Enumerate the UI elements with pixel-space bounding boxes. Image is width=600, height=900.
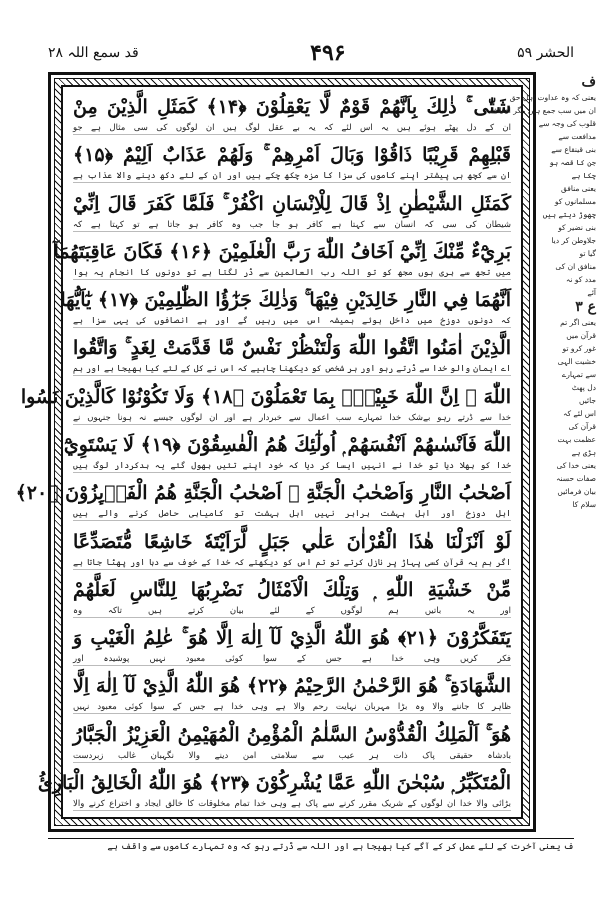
margin-note-line: مدد کو نہ [566,275,596,284]
verse-line-8 [63,431,511,473]
arabic-text: الْمُتَكَبِّرُ ۭ سُبْحٰنَ اللّٰهِ عَمَّا يُشْرِكُوْنَ ﴿۲۳﴾ هُوَ اللّٰهُ الْخَالِقُ الْبَارِئُ [37,771,511,794]
urdu-translation: میں تجھ سے بری ہوں مجھ کو تو اللہ رب العالمین سے ڈر لگتا ہے تو دونوں کا انجام یہ ہوا [73,267,511,278]
urdu-translation: خدا کو بھلا دیا تو خدا نے انہیں ایسا کر دیا کہ خود اپنے تئیں بھول گئے یہ بدکردار لوگ ہیں [73,460,511,471]
margin-note-line: خشیت الہی [557,357,596,366]
margin-note-line: ان میں سب جمع ہیں مگر اختلاف [489,106,596,115]
arabic-text: قَبْلِهِمْ قَرِيْبًا ذَاقُوْا وَبَالَ اَمْرِهِمْ ۚ وَلَهُمْ عَذَابٌ اَلِيْمٌ ﴿۱۵﴾ [73,144,511,167]
arabic-text: اَصْحٰبُ النَّارِ وَاَصْحٰبُ الْجَنَّةِ ۭ اَصْحٰبُ الْجَنَّةِ هُمُ الْفَاۗىِٕزُوْنَ ﴿۲۰﴾ [15,482,511,505]
urdu-translation: کہ دونوں دوزخ میں داخل ہوئے ہمیشہ اس میں رہیں گے اور بے انصافوں کی یہی سزا ہے [73,316,511,327]
margin-note-line: جائیں [579,396,596,405]
margin-note-line: سے تمہارے [561,370,596,379]
margin-note-line: چکا ہے [571,171,596,180]
verse-line-3 [73,190,511,232]
margin-notes [489,74,596,834]
ruku-mark: ع ۳ [575,299,596,315]
urdu-translation: فکر کریں وہی خدا ہے جس کے سوا کوئی معبود نہیں پوشیدہ اور [73,654,511,665]
verse-line-7 [20,383,511,425]
arabic-text: الشَّهَادَةِ ۚ هُوَ الرَّحْمٰنُ الرَّحِيْمُ ﴿۲۲﴾ هُوَ اللّٰهُ الَّذِيْ لَآ اِلٰهَ اِلَّا [73,675,511,698]
margin-note-line: چھوڑ دیتے ہیں [542,210,596,219]
arabic-text: اللّٰهَ فَاَنْسٰىهُمْ اَنْفُسَهُمْ ۭ اُولٰٓئِكَ هُمُ الْفٰسِقُوْنَ ﴿۱۹﴾ لَا يَسْتَوِيْٓ [63,433,511,456]
urdu-translation: اے ایمان والو خدا سے ڈرتے رہو اور ہر شخص کو دیکھنا چاہیے کہ اس نے کل کے لئے کیا بھیجا ہے اور ہم [73,364,511,375]
footnote: ف یعنی آخرت کے لئے عمل کر کے آگے کیا بھیجا ہے اور اللہ سے ڈرتے رہو کہ وہ تمہارے کاموں سے واقف ہے [48,838,574,862]
margin-note-line: صفات حسنہ [556,474,596,483]
verse-line-11 [73,576,511,618]
margin-note-line: گیا تو [579,249,596,258]
margin-note-line: سلام کا [572,500,596,509]
margin-note-line: یعنی منافق [560,184,596,193]
verse-line-15 [37,769,511,811]
margin-note-line: بیان فرمائیں [557,487,596,496]
urdu-translation: اہل دوزخ اور اہل بہشت برابر نہیں اہل بہشت تو کامیابی حاصل کرنے والے ہیں [73,509,511,520]
margin-note-line: قرآن میں [566,331,596,340]
margin-note-line: مدافعت سے [558,132,596,141]
note-mark: ف [581,74,596,90]
arabic-text: بَرِيْٓءٌ مِّنْكَ اِنِّيْٓ اَخَافُ اللّٰهَ رَبَّ الْعٰلَمِيْنَ ﴿۱۶﴾ فَكَانَ عَاقِبَتَهُمَآ [53,240,511,263]
urdu-translation: ظاہر کا جاننے والا وہ بڑا مہربان نہایت رحم والا ہے وہی خدا ہے جس کے سوا کوئی معبود نہیں [73,702,511,713]
margin-note-line: غور کرو تو [562,344,596,353]
arabic-text: لَوْ اَنْزَلْنَا هٰذَا الْقُرْاٰنَ عَلٰي جَبَلٍ لَّرَاَيْتَهٗ خَاشِعًا مُّتَصَدِّعًا [73,530,511,553]
margin-note-line: اس لئے کہ [563,409,596,418]
margin-note-line: قرآن کی [568,422,596,431]
margin-note-line: یعنی کہ وہ عداوت اہل حق [509,93,596,102]
verse-line-6 [73,334,511,376]
verse-line-13 [73,672,511,714]
verse-line-1 [73,93,511,135]
margin-note-line: بنی نضیر کو [558,223,596,232]
arabic-text: الَّذِيْنَ اٰمَنُوا اتَّقُوا اللّٰهَ وَلْتَنْظُرْ نَفْسٌ مَّا قَدَّمَتْ لِغَدٍ ۚ وَاتَّقُوا [73,337,511,360]
urdu-translation: بڑائی والا خدا ان لوگوں کے شریک مقرر کرنے سے پاک ہے وہی خدا تمام مخلوقات کا خالق ایجاد و اختراع کرنے والا [73,798,511,809]
arabic-text: شَتّٰى ۚ ذٰلِكَ بِاَنَّهُمْ قَوْمٌ لَّا يَعْقِلُوْنَ ﴿۱۴﴾ كَمَثَلِ الَّذِيْنَ مِنْ [73,96,512,118]
verse-line-12 [73,624,511,666]
page-number: ۴۹۶ [310,40,346,66]
urdu-translation: اگر ہم یہ قرآن کسی پہاڑ پر نازل کرتے تو تم اس کو دیکھتے کہ خدا کے خوف سے دبا اور پھٹا جاتا ہے [73,557,511,568]
margin-note-line: بڑی ہے [571,448,596,457]
text-area [15,85,523,819]
urdu-translation: اور یہ باتیں ہم لوگوں کے لئے بیان کرتے ہیں تاکہ وہ [73,605,511,616]
arabic-text: اَنَّهُمَا فِي النَّارِ خَالِدَيْنِ فِيْهَا ۚ وَذٰلِكَ جَزٰٓؤُا الظّٰلِمِيْنَ ﴿۱۷﴾ يٰٓاَيُّهَا [60,289,511,312]
surah-name: الحشر ۵۹ [517,45,574,61]
margin-note-line: یعنی خدا کی [556,461,596,470]
urdu-translation: ان سے کچھ ہی پیشتر اپنے کاموں کی سزا کا مزہ چکھ چکے ہیں اور ان کے لئے دکھ دینے والا عذاب ہے [73,171,511,182]
verse-line-9 [15,479,511,521]
margin-note-line: آئے [587,288,596,297]
margin-note-line: قلوب کی وجہ سے [538,119,596,128]
margin-note-line: منافق ان کی [555,262,596,271]
arabic-text: مِّنْ خَشْيَةِ اللّٰهِ ۭ وَتِلْكَ الْاَمْثَالُ نَضْرِبُهَا لِلنَّاسِ لَعَلَّهُمْ [73,578,511,601]
verse-line-10 [73,528,511,570]
margin-note-line: جن کا قصہ ہو [549,158,596,167]
verse-line-14 [73,721,511,763]
page-header [48,40,574,66]
arabic-text: يَتَفَكَّرُوْنَ ﴿۲۱﴾ هُوَ اللّٰهُ الَّذِيْ لَآ اِلٰهَ اِلَّا هُوَ ۚ عٰلِمُ الْغَيْبِ وَ [73,627,511,650]
para-name: قد سمع اللہ ۲۸ [48,45,139,61]
verse-line-4 [53,238,511,280]
frame-border-pattern [15,78,530,826]
urdu-translation: ان کے دل پھٹے ہوئے ہیں یہ اس لئے کہ یہ بے عقل لوگ ہیں ان لوگوں کی سی مثال ہے جو [73,123,511,133]
margin-note-line: دل پھٹ [571,383,596,392]
margin-note-line: بنی قینقاع سے [551,145,596,154]
verse-line-2 [73,141,511,183]
margin-note-line: عظمت بہت [557,435,596,444]
urdu-translation: بادشاہ حقیقی پاک ذات ہر عیب سے سلامتی امن دینے والا نگہبان غالب زبردست [73,750,511,761]
arabic-text: كَمَثَلِ الشَّيْطٰنِ اِذْ قَالَ لِلْاِنْسَانِ اكْفُرْ ۚ فَلَمَّا كَفَرَ قَالَ اِنِّيْ [73,192,511,215]
margin-note-line: جلاوطن کر دیا [551,236,596,245]
urdu-translation: خدا سے ڈرتے رہو بےشک خدا تمہارے سب اعمال سے خبردار ہے اور ان لوگوں جیسے نہ ہونا جنہوں نے [73,412,511,423]
urdu-translation: شیطان کی سی کہ انسان سے کہتا ہے کافر ہو جا جب وہ کافر ہو جاتا ہے تو کہتا ہے کہ [73,219,511,230]
margin-note-line: مسلمانوں کو [554,197,596,206]
verse-line-5 [60,286,511,328]
margin-note-line: یعنی اگر تم [560,318,596,327]
ornamental-frame [15,72,536,832]
arabic-text: هُوَ ۚ اَلْمَلِكُ الْقُدُّوْسُ السَّلٰمُ الْمُؤْمِنُ الْمُهَيْمِنُ الْعَزِيْزُ الْجَبَّارُ [73,723,511,746]
arabic-text: اللّٰهَ ۭ اِنَّ اللّٰهَ خَبِيْرٌۢ بِمَا تَعْمَلُوْنَ ﴿۱۸﴾ وَلَا تَكُوْنُوْا كَالَّذِيْنَ نَسُوا [20,385,511,408]
